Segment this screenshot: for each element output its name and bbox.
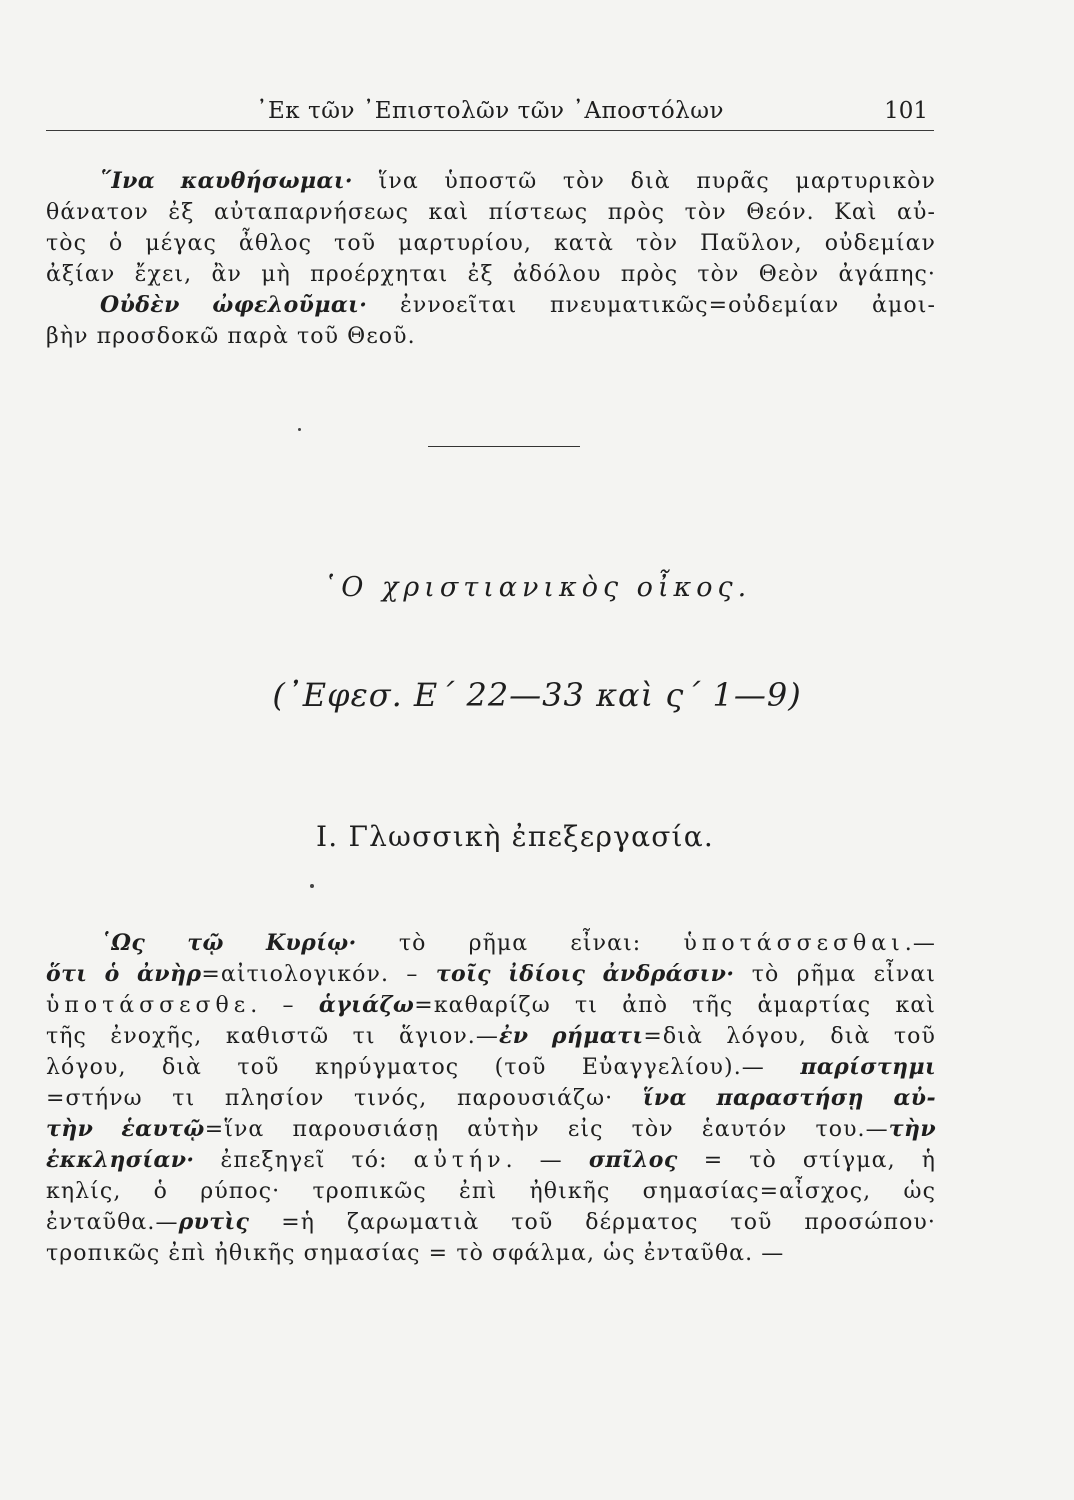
text-run: =διὰ λόγου, διὰ τοῦ <box>643 1024 936 1049</box>
text-run: τὸ ρῆμα εἶναι: <box>356 931 684 956</box>
bold-term: ἐκκλησίαν· <box>46 1147 195 1173</box>
text-run: =καθαρίζω τι ἀπὸ τῆς ἁμαρτίας καὶ <box>414 993 936 1018</box>
text-run: τῆς ἐνοχῆς, καθιστῶ τι ἅγιον.— <box>46 1024 500 1049</box>
text-line: ἀξίαν ἔχει, ἂν μὴ προέρχηται ἐξ ἀδόλου πρὸς τὸν Θεὸν ἀγάπης· <box>46 262 936 287</box>
text-run: =ἡ ζαρωματιὰ τοῦ δέρματος τοῦ προσώπου· <box>249 1210 936 1235</box>
text-line: τροπικῶς ἐπὶ ἠθικῆς σημασίας = τὸ σφάλμα, ὡς ἐνταῦθα. — <box>46 1241 785 1266</box>
spaced-term: ὑποτάσσεσθαι <box>683 931 905 956</box>
text-line <box>46 290 936 321</box>
bold-term: τὴν <box>888 1116 937 1142</box>
subheading: I. Γλωσσικὴ ἐπεξεργασία. <box>316 820 714 853</box>
bold-term: Οὐδὲν ὠφελοῦμαι· <box>100 292 368 318</box>
text-line <box>46 1052 936 1083</box>
text-run: =αἰτιολογικόν. – <box>201 962 436 987</box>
text-line <box>46 1021 936 1052</box>
text-run: = τὸ στίγμα, ἡ <box>677 1148 936 1173</box>
section-title: ῾Ο χριστιανικὸς οἶκος. <box>322 572 752 603</box>
bold-term: ἐν ρήματι <box>499 1023 644 1049</box>
text-line <box>46 1083 936 1114</box>
bold-term: τοῖς ἰδίοις ἀνδράσιν· <box>435 961 735 987</box>
text-line <box>46 990 936 1021</box>
bold-term: σπῖλος <box>588 1147 678 1173</box>
commentary-paragraph-1 <box>46 166 936 352</box>
header-title: ᾿Εκ τῶν ᾿Επιστολῶν τῶν ᾿Αποστόλων <box>256 98 724 124</box>
bold-term: ρυτὶς <box>178 1209 250 1235</box>
print-speck <box>310 884 314 888</box>
spaced-term: αὐτήν <box>413 1148 506 1173</box>
bold-term: ῾Ως τῷ Κυρίῳ· <box>100 930 357 956</box>
text-run: τὸ ρῆμα εἶναι <box>734 962 936 987</box>
spaced-term: ὑποτάσσεσθε <box>46 993 251 1018</box>
section-divider <box>428 446 580 447</box>
scripture-reference: (᾿Εφεσ. Ε΄ 22—33 καὶ ς΄ 1—9) <box>272 676 802 714</box>
text-line: τὸς ὁ μέγας ἆθλος τοῦ μαρτυρίου, κατὰ τὸν Παῦλον, οὐδεμίαν <box>46 231 936 256</box>
bold-term: ὅτι ὁ ἀνὴρ <box>46 961 202 987</box>
text-run: =ἵνα παρουσιάσῃ αὐτὴν εἰς τὸν ἑαυτόν του.— <box>204 1117 889 1142</box>
bold-term: παρίστημι <box>800 1054 936 1080</box>
commentary-paragraph-2 <box>46 928 936 1269</box>
text-run: ἵνα ὑποστῶ τὸν διὰ πυρᾶς μαρτυρικὸν <box>352 169 936 194</box>
text-line <box>46 1145 936 1176</box>
text-line <box>46 959 936 990</box>
text-line <box>46 1207 936 1238</box>
bold-term: ἁγιάζω <box>318 992 415 1018</box>
text-run: .— <box>904 931 936 956</box>
text-line: κηλίς, ὁ ρύπος· τροπικῶς ἐπὶ ἠθικῆς σημασίας=αἶσχος, ὡς <box>46 1179 936 1204</box>
text-run: . — <box>505 1148 589 1173</box>
print-speck <box>298 428 301 431</box>
text-line <box>46 166 936 197</box>
text-line: θάνατον ἐξ αὐταπαρνήσεως καὶ πίστεως πρὸς τὸν Θεόν. Καὶ αὐ- <box>46 200 936 225</box>
text-run: ἐννοεῖται πνευματικῶς=οὐδεμίαν ἀμοι- <box>367 293 937 318</box>
text-run: . – <box>250 993 319 1018</box>
text-run: λόγου, διὰ τοῦ κηρύγματος (τοῦ Εὐαγγελίου).— <box>46 1055 801 1080</box>
text-run: =στήνω τι πλησίον τινός, παρουσιάζω· <box>46 1086 643 1111</box>
text-line <box>46 928 936 959</box>
running-header <box>46 98 934 131</box>
text-line: βὴν προσδοκῶ παρὰ τοῦ Θεοῦ. <box>46 324 416 349</box>
text-line <box>46 1114 936 1145</box>
bold-term: ἵνα παραστήσῃ αὐ- <box>642 1085 936 1111</box>
text-run: ἐπεξηγεῖ τό: <box>194 1148 414 1173</box>
text-run: ἐνταῦθα.— <box>46 1210 179 1235</box>
bold-term: τὴν ἑαυτῷ <box>46 1116 205 1142</box>
bold-term: ῞Ινα καυθήσωμαι· <box>100 168 353 194</box>
page-number: 101 <box>884 98 928 124</box>
